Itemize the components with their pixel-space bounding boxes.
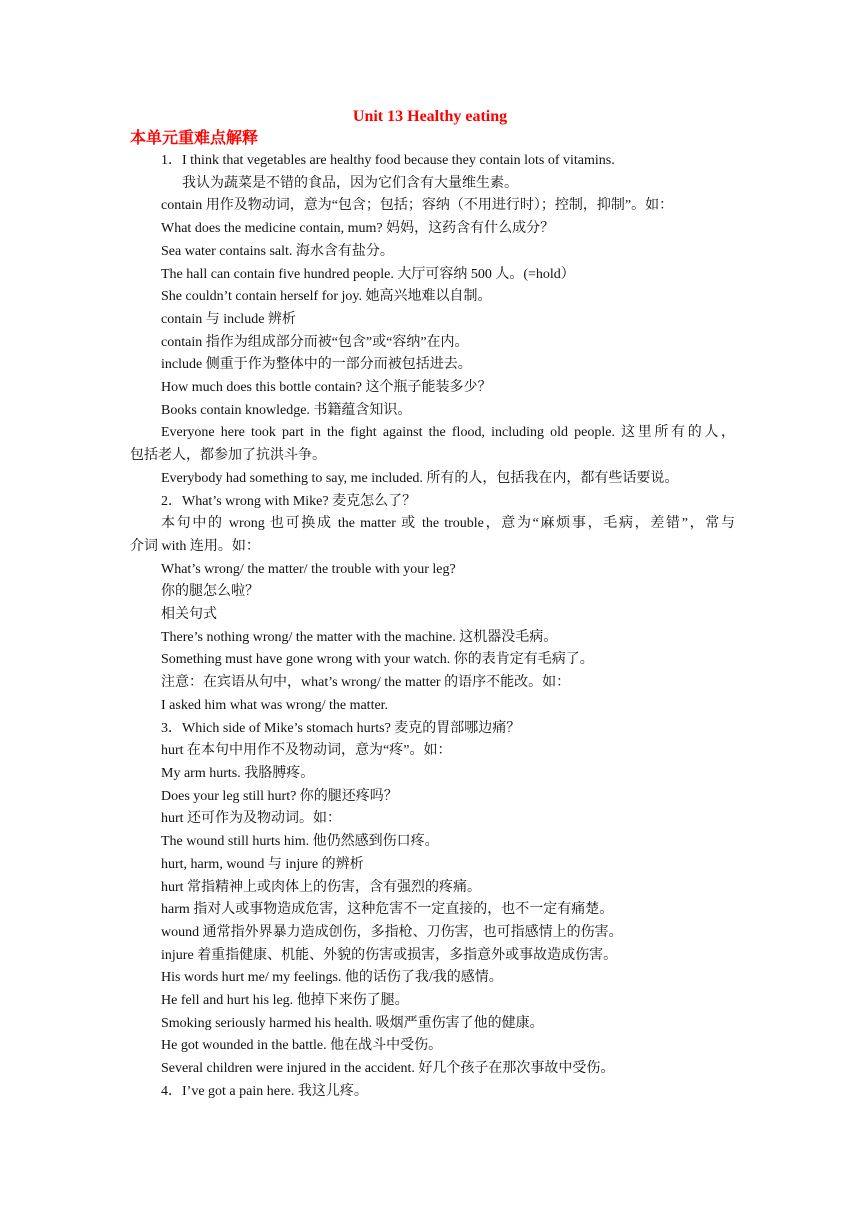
- text-line: Everyone here took part in the fight against the flood, including old people. 这里所有的人，: [161, 425, 735, 441]
- text-line: Does your leg still hurt? 你的腿还疼吗？: [161, 788, 398, 804]
- text-line: 介词 with 连用。如：: [130, 538, 260, 554]
- text-line: 4．I’ve got a pain here. 我这儿疼。: [161, 1083, 368, 1099]
- text-line: The hall can contain five hundred people. 大厅可容纳 500 人。(=hold）: [161, 266, 575, 282]
- text-line: Everybody had something to say, me included. 所有的人，包括我在内，都有些话要说。: [161, 470, 679, 486]
- text-line: hurt, harm, wound 与 injure 的辨析: [161, 856, 364, 872]
- text-line: How much does this bottle contain? 这个瓶子能装多少？: [161, 380, 492, 396]
- text-line: The wound still hurts him. 他仍然感到伤口疼。: [161, 834, 439, 850]
- text-line: contain 指作为组成部分而被“包含”或“容纳”在内。: [161, 334, 469, 350]
- document-body: [130, 150, 735, 1104]
- section-heading: 本单元重难点解释: [130, 128, 259, 147]
- text-line: hurt 还可作为及物动词。如：: [161, 811, 342, 827]
- text-line: Something must have gone wrong with your watch. 你的表肯定有毛病了。: [161, 652, 594, 668]
- text-line: 我认为蔬菜是不错的食品，因为它们含有大量维生素。: [182, 175, 518, 191]
- text-line: I asked him what was wrong/ the matter.: [161, 697, 389, 713]
- text-line: Books contain knowledge. 书籍蕴含知识。: [161, 402, 412, 418]
- text-line: 3．Which side of Mike’s stomach hurts? 麦克的胃部哪边痛？: [161, 720, 521, 736]
- text-line: contain 用作及物动词，意为“包含；包括；容纳（不用进行时）；控制，抑制”。如：: [161, 198, 674, 214]
- text-line: hurt 常指精神上或肉体上的伤害，含有强烈的疼痛。: [161, 879, 482, 895]
- text-line: 你的腿怎么啦？: [161, 584, 259, 600]
- text-line: 相关句式: [161, 607, 217, 623]
- text-line: What’s wrong/ the matter/ the trouble with your leg?: [161, 561, 456, 577]
- text-line: wound 通常指外界暴力造成创伤，多指枪、刀伤害，也可指感情上的伤害。: [161, 924, 623, 940]
- text-line: He got wounded in the battle. 他在战斗中受伤。: [161, 1038, 443, 1054]
- text-line: Smoking seriously harmed his health. 吸烟严重伤害了他的健康。: [161, 1015, 544, 1031]
- text-line: His words hurt me/ my feelings. 他的话伤了我/我的感情。: [161, 970, 503, 986]
- text-line: Sea water contains salt. 海水含有盐分。: [161, 243, 394, 259]
- text-line: hurt 在本句中用作不及物动词，意为“疼”。如：: [161, 743, 452, 759]
- text-line: Several children were injured in the accident. 好几个孩子在那次事故中受伤。: [161, 1061, 615, 1077]
- text-line: She couldn’t contain herself for joy. 她高兴地难以自制。: [161, 289, 492, 305]
- text-line: What does the medicine contain, mum? 妈妈，这药含有什么成分？: [161, 221, 555, 237]
- text-line: There’s nothing wrong/ the matter with the machine. 这机器没毛病。: [161, 629, 558, 645]
- text-line: My arm hurts. 我胳膊疼。: [161, 765, 315, 781]
- text-line: 包括老人，都参加了抗洪斗争。: [130, 448, 326, 464]
- text-line: 1．I think that vegetables are healthy food because they contain lots of vitamins.: [161, 153, 615, 168]
- text-line: He fell and hurt his leg. 他掉下来伤了腿。: [161, 993, 409, 1009]
- text-line: 2．What’s wrong with Mike? 麦克怎么了？: [161, 493, 417, 509]
- text-line: include 侧重于作为整体中的一部分而被包括进去。: [161, 357, 472, 373]
- document-title: Unit 13 Healthy eating: [352, 108, 508, 125]
- text-line: contain 与 include 辨析: [161, 311, 296, 327]
- text-line: 本句中的 wrong 也可换成 the matter 或 the trouble，意为“麻烦事，毛病，差错”，常与: [161, 516, 735, 532]
- text-line: harm 指对人或事物造成危害，这种危害不一定直接的，也不一定有痛楚。: [161, 902, 614, 918]
- text-line: 注意：在宾语从句中，what’s wrong/ the matter 的语序不能改。如：: [161, 675, 571, 691]
- text-line: injure 着重指健康、机能、外貌的伤害或损害，多指意外或事故造成伤害。: [161, 947, 618, 963]
